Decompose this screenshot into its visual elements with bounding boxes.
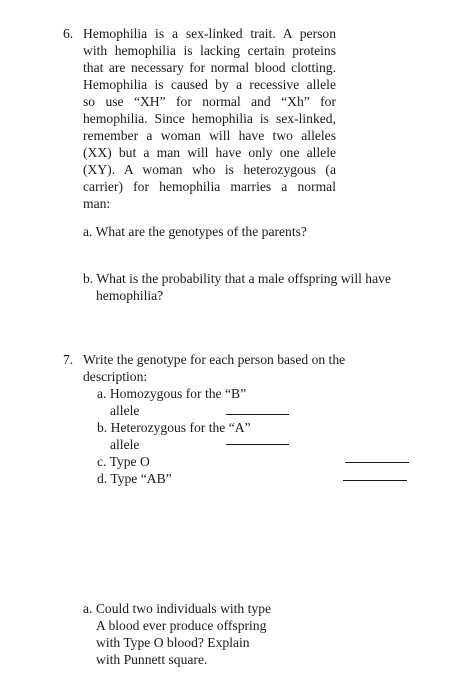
question-6-text-line-4: Hemophilia is caused by a recessive allele bbox=[83, 77, 336, 92]
question-6-part-b-line-1: b. What is the probability that a male offspring will have bbox=[83, 271, 391, 286]
question-7-item-c: c. Type O bbox=[97, 454, 150, 469]
question-6-text-line-11: man: bbox=[83, 196, 111, 211]
question-6-text-line-3: that are necessary for normal blood clotting. bbox=[83, 60, 336, 75]
question-7-item-c-answer-blank[interactable] bbox=[345, 462, 409, 463]
question-blood-offspring-line-4: with Punnett square. bbox=[96, 652, 208, 667]
question-7-item-a-line-2: allele bbox=[110, 403, 140, 418]
question-6-number: 6. bbox=[63, 26, 74, 41]
question-blood-offspring-line-1: a. Could two individuals with type bbox=[83, 601, 272, 616]
question-6-text-line-9: (XY). A woman who is heterozygous (a bbox=[83, 162, 336, 177]
question-6-text-line-10: carrier) for hemophilia marries a normal bbox=[83, 179, 336, 194]
question-7-item-b-line-2: allele bbox=[110, 437, 140, 452]
question-6-part-a: a. What are the genotypes of the parents? bbox=[83, 224, 307, 239]
question-6-part-b-line-2: hemophilia? bbox=[96, 288, 164, 303]
question-7-item-d-answer-blank[interactable] bbox=[343, 480, 407, 481]
question-blood-offspring-line-2: A blood ever produce offspring bbox=[96, 618, 267, 633]
question-7-item-a-answer-blank[interactable] bbox=[226, 414, 289, 415]
question-6-text-line-2: with hemophilia is lacking certain proteins bbox=[83, 43, 336, 58]
question-blood-offspring-line-3: with Type O blood? Explain bbox=[96, 635, 250, 650]
question-6-text-line-5: so use “XH” for normal and “Xh” for bbox=[83, 94, 336, 109]
question-7-number: 7. bbox=[63, 352, 74, 367]
question-7-item-b-line-1: b. Heterozygous for the “A” bbox=[97, 420, 251, 435]
question-6-text-line-8: (XX) but a man will have only one allele bbox=[83, 145, 336, 160]
question-7-item-a-line-1: a. Homozygous for the “B” bbox=[97, 386, 247, 401]
question-6-text-line-6: hemophilia. Since hemophilia is sex-linked, bbox=[83, 111, 336, 126]
question-7-text-line-2: description: bbox=[83, 369, 148, 384]
question-7-item-d: d. Type “AB” bbox=[97, 471, 172, 486]
question-7-item-b-answer-blank[interactable] bbox=[226, 444, 289, 445]
question-6-text-line-7: remember a woman will have two alleles bbox=[83, 128, 336, 143]
question-6-text-line-1: Hemophilia is a sex-linked trait. A person bbox=[83, 26, 336, 41]
question-7-text-line-1: Write the genotype for each person based on the bbox=[83, 352, 346, 367]
